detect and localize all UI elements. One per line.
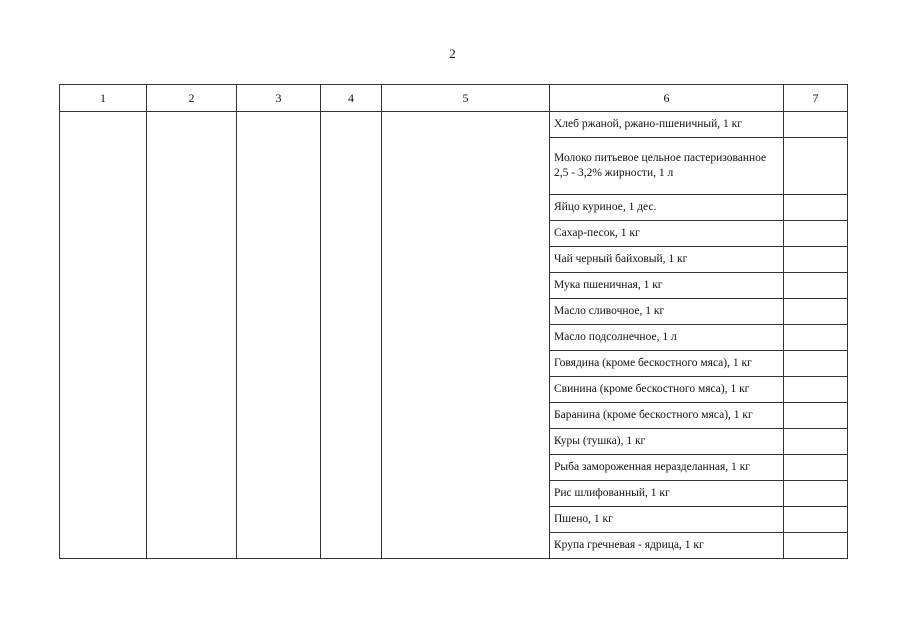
item-name: Крупа гречневая - ядрица, 1 кг	[550, 533, 784, 559]
cell-col-2	[147, 112, 237, 559]
item-value	[784, 247, 848, 273]
item-value	[784, 138, 848, 195]
cell-col-5	[382, 112, 550, 559]
item-name: Рыба замороженная неразделанная, 1 кг	[550, 455, 784, 481]
item-value	[784, 112, 848, 138]
page-number: 2	[449, 46, 456, 61]
item-value	[784, 221, 848, 247]
header-col-1: 1	[60, 85, 147, 112]
item-value	[784, 325, 848, 351]
item-value	[784, 377, 848, 403]
item-name: Баранина (кроме бескостного мяса), 1 кг	[550, 403, 784, 429]
item-name: Куры (тушка), 1 кг	[550, 429, 784, 455]
header-row	[60, 85, 848, 112]
products-table	[59, 84, 848, 559]
item-value	[784, 481, 848, 507]
item-value	[784, 507, 848, 533]
item-name: Сахар-песок, 1 кг	[550, 221, 784, 247]
item-name: Масло сливочное, 1 кг	[550, 299, 784, 325]
item-name: Молоко питьевое цельное пастеризованное 2,5 - 3,2% жирности, 1 л	[550, 138, 784, 195]
item-value	[784, 195, 848, 221]
header-col-4: 4	[321, 85, 382, 112]
item-value	[784, 455, 848, 481]
item-name: Рис шлифованный, 1 кг	[550, 481, 784, 507]
header-col-3: 3	[237, 85, 321, 112]
item-name: Свинина (кроме бескостного мяса), 1 кг	[550, 377, 784, 403]
item-name: Масло подсолнечное, 1 л	[550, 325, 784, 351]
item-value	[784, 351, 848, 377]
item-value	[784, 273, 848, 299]
cell-col-1	[60, 112, 147, 559]
item-value	[784, 533, 848, 559]
cell-col-4	[321, 112, 382, 559]
table-row	[60, 112, 848, 138]
cell-col-3	[237, 112, 321, 559]
item-value	[784, 299, 848, 325]
header-col-6: 6	[550, 85, 784, 112]
item-name: Хлеб ржаной, ржано-пшеничный, 1 кг	[550, 112, 784, 138]
header-col-5: 5	[382, 85, 550, 112]
item-value	[784, 429, 848, 455]
header-col-2: 2	[147, 85, 237, 112]
item-name: Пшено, 1 кг	[550, 507, 784, 533]
item-name: Мука пшеничная, 1 кг	[550, 273, 784, 299]
item-name: Яйцо куриное, 1 дес.	[550, 195, 784, 221]
item-name: Говядина (кроме бескостного мяса), 1 кг	[550, 351, 784, 377]
item-value	[784, 403, 848, 429]
header-col-7: 7	[784, 85, 848, 112]
item-name: Чай черный байховый, 1 кг	[550, 247, 784, 273]
